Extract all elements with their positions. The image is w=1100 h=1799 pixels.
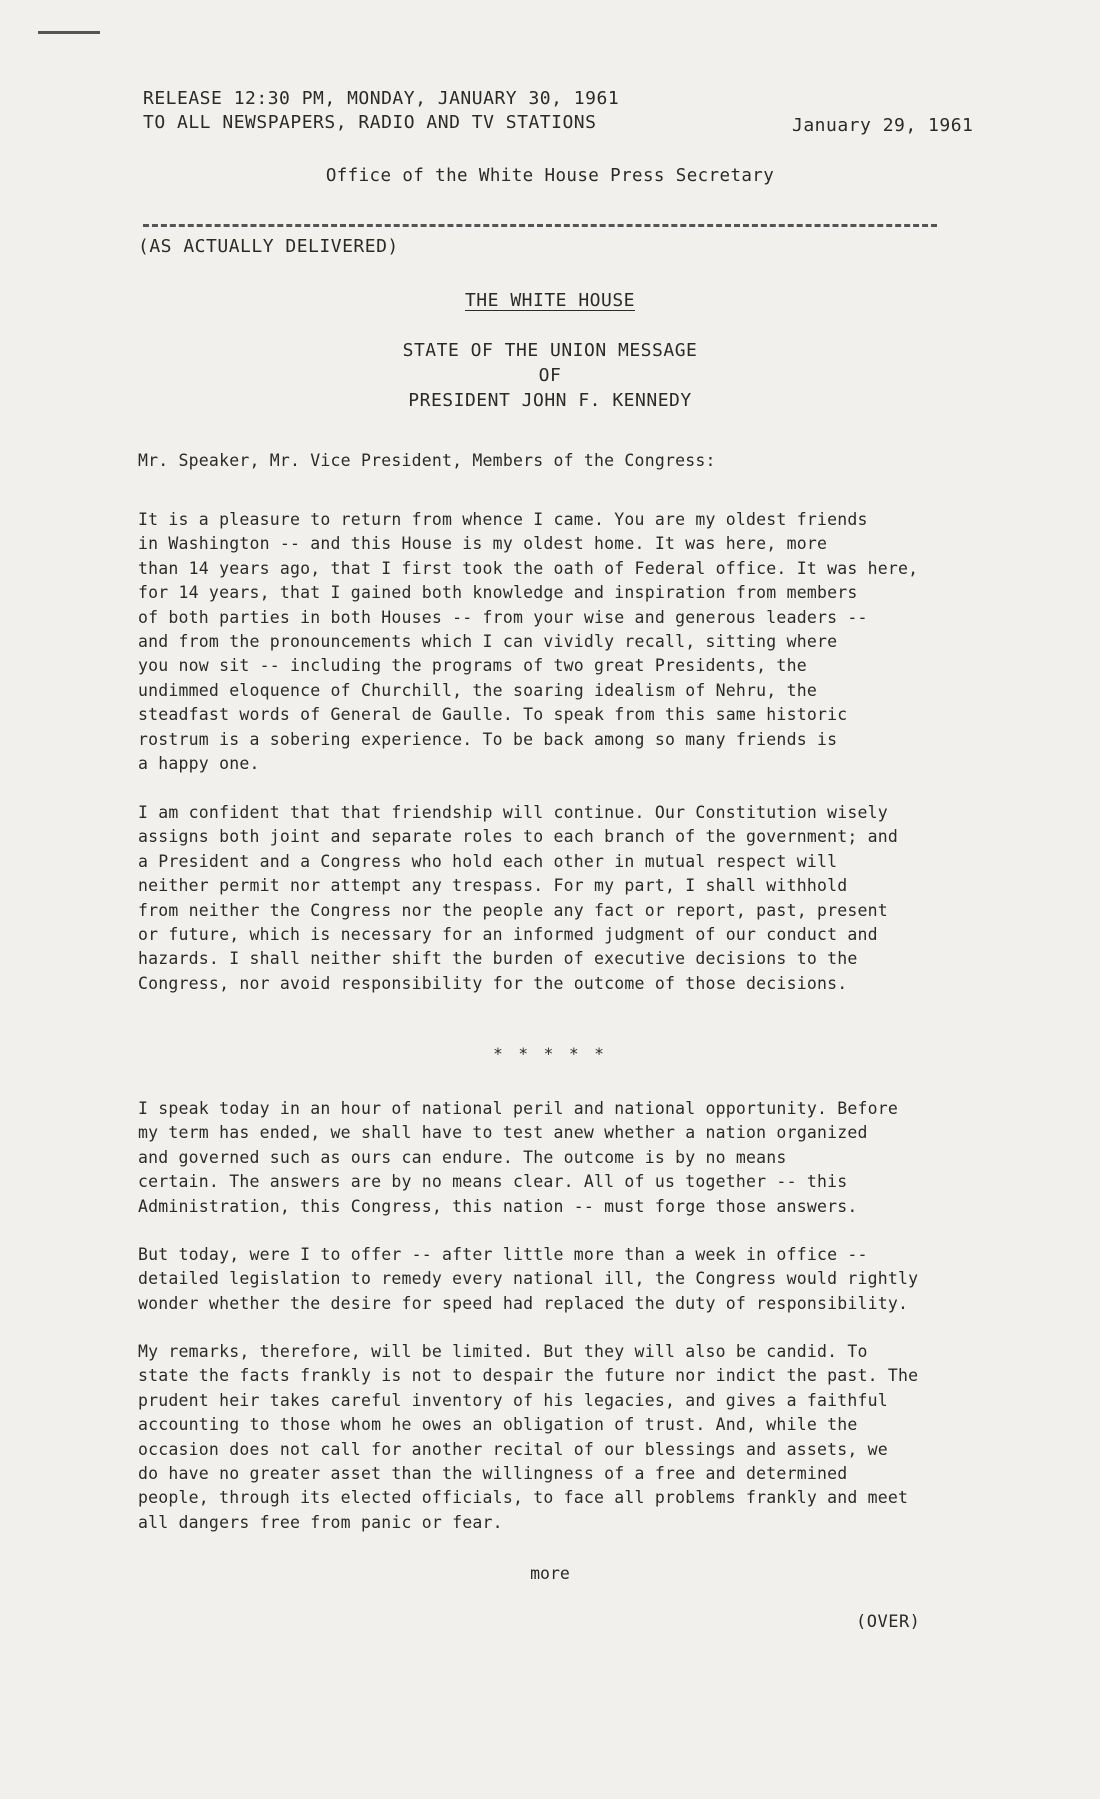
text-line: detailed legislation to remedy every national ill, the Congress would rightly <box>138 1269 919 1289</box>
corner-mark <box>38 31 100 34</box>
continued-marker: more <box>530 1564 570 1583</box>
text-line: certain. The answers are by no means clear. All of us together -- this <box>138 1172 848 1192</box>
text-line: steadfast words of General de Gaulle. To speak from this same historic <box>138 705 848 725</box>
release-line: TO ALL NEWSPAPERS, RADIO AND TV STATIONS <box>143 112 597 133</box>
paragraph-3 <box>138 1097 898 1219</box>
text-line: you now sit -- including the programs of two great Presidents, the <box>138 656 807 676</box>
dashed-divider <box>143 224 937 227</box>
text-line: wonder whether the desire for speed had replaced the duty of responsibility. <box>138 1293 909 1313</box>
text-line: of both parties in both Houses -- from your wise and generous leaders -- <box>138 607 868 627</box>
text-line: state the facts frankly is not to despair the future nor indict the past. The <box>138 1366 919 1386</box>
paragraph-4 <box>138 1243 918 1316</box>
text-line: do have no greater asset than the willingness of a free and determined <box>138 1464 848 1484</box>
over-marker: (OVER) <box>856 1612 921 1632</box>
title-line: PRESIDENT JOHN F. KENNEDY <box>408 390 692 411</box>
text-line: than 14 years ago, that I first took the oath of Federal office. It was here, <box>138 558 919 578</box>
text-line: I am confident that that friendship will continue. Our Constitution wisely <box>138 803 888 822</box>
title-line: STATE OF THE UNION MESSAGE <box>402 340 698 361</box>
text-line: in Washington -- and this House is my oldest home. It was here, more <box>138 534 828 554</box>
section-separator: * * * * * <box>493 1044 607 1063</box>
text-line: I speak today in an hour of national peril and national opportunity. Before <box>138 1099 899 1118</box>
text-line: and governed such as ours can endure. The outcome is by no means <box>138 1147 787 1167</box>
paragraph-2 <box>138 801 898 996</box>
white-house-title: THE WHITE HOUSE <box>464 290 636 311</box>
text-line: for 14 years, that I gained both knowledge and inspiration from members <box>138 583 858 603</box>
text-line: from neither the Congress nor the people any fact or report, past, present <box>138 900 888 920</box>
office-line: Office of the White House Press Secretary <box>325 166 775 186</box>
text-line: my term has ended, we shall have to test anew whether a nation organized <box>138 1123 868 1143</box>
text-line: My remarks, therefore, will be limited. But they will also be candid. To <box>138 1342 868 1361</box>
text-line: occasion does not call for another recital of our blessings and assets, we <box>138 1439 888 1459</box>
text-line: Congress, nor avoid responsibility for the outcome of those decisions. <box>138 973 848 993</box>
paragraph-1 <box>138 508 918 776</box>
text-line: prudent heir takes careful inventory of his legacies, and gives a faithful <box>138 1390 888 1410</box>
message-title <box>0 338 1100 413</box>
white-house-heading <box>0 290 1100 311</box>
text-line: or future, which is necessary for an informed judgment of our conduct and <box>138 925 878 945</box>
salutation: Mr. Speaker, Mr. Vice President, Members of the Congress: <box>138 451 716 470</box>
text-line: people, through its elected officials, to face all problems frankly and meet <box>138 1488 909 1508</box>
delivered-note: (AS ACTUALLY DELIVERED) <box>138 236 399 257</box>
text-line: a happy one. <box>138 754 260 774</box>
text-line: hazards. I shall neither shift the burden of executive decisions to the <box>138 949 858 969</box>
text-line: But today, were I to offer -- after little more than a week in office -- <box>138 1245 868 1264</box>
text-line: and from the pronouncements which I can vividly recall, sitting where <box>138 632 838 652</box>
text-line: all dangers free from panic or fear. <box>138 1512 503 1532</box>
text-line: rostrum is a sobering experience. To be back among so many friends is <box>138 729 838 749</box>
text-line: a President and a Congress who hold each other in mutual respect will <box>138 851 838 871</box>
release-notice <box>143 87 619 135</box>
text-line: Administration, this Congress, this nation -- must forge those answers. <box>138 1196 858 1216</box>
text-line: assigns both joint and separate roles to each branch of the government; and <box>138 827 899 847</box>
text-line: neither permit nor attempt any trespass. For my part, I shall withhold <box>138 876 848 896</box>
paragraph-5 <box>138 1340 918 1535</box>
text-line: undimmed eloquence of Churchill, the soaring idealism of Nehru, the <box>138 680 817 700</box>
text-line: accounting to those whom he owes an obligation of trust. And, while the <box>138 1415 858 1435</box>
release-line: RELEASE 12:30 PM, MONDAY, JANUARY 30, 1961 <box>143 88 620 109</box>
document-date: January 29, 1961 <box>792 115 974 136</box>
text-line: It is a pleasure to return from whence I came. You are my oldest friends <box>138 510 868 529</box>
title-line: OF <box>538 365 562 386</box>
